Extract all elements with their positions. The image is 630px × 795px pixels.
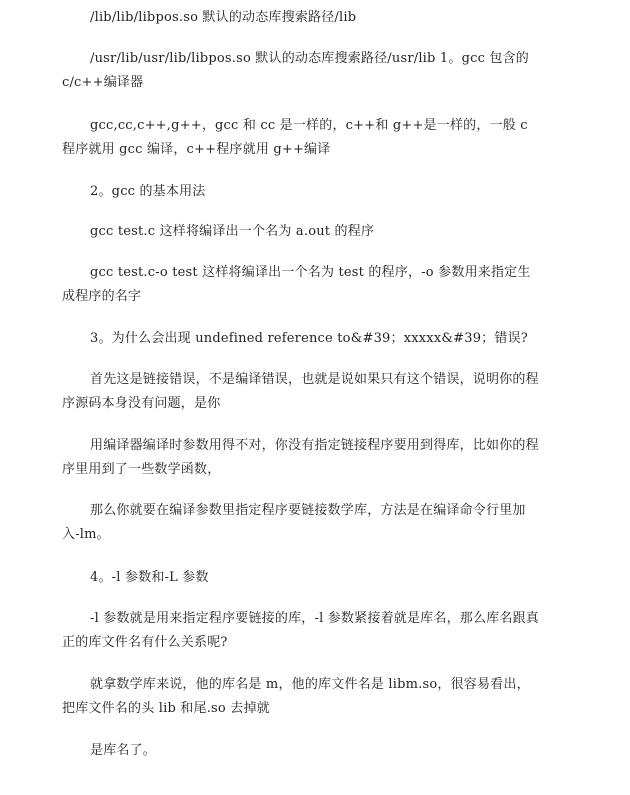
paragraph-link-math-lib: 那么你就要在编译参数里指定程序要链接数学库，方法是在编译命令行里加入-lm。: [62, 503, 526, 542]
paragraph-l-param-explain: -l 参数就是用来指定程序要链接的库，-l 参数紧接着就是库名，那么库名跟真正的库文件名有什么关系呢?: [62, 611, 539, 650]
paragraph-math-lib-name: 就拿数学库来说，他的库名是 m，他的库文件名是 libm.so，很容易看出，把库文件名的头 lib 和尾.so 去掉就: [62, 677, 530, 716]
paragraph-gcc-o-option: gcc test.c-o test 这样将编译出一个名为 test 的程序，-o 参数用来指定生成程序的名字: [62, 265, 531, 304]
paragraph-lib-name-end: 是库名了。: [90, 743, 157, 758]
section-heading-l-params: 4。-l 参数和-L 参数: [90, 570, 209, 585]
section-heading-gcc-usage: 2。gcc 的基本用法: [90, 184, 206, 199]
section-heading-undefined-ref: 3。为什么会出现 undefined reference to&#39；xxxxx&#39；错误?: [90, 331, 528, 346]
paragraph-gcc-cc-compare: gcc,cc,c++,g++，gcc 和 cc 是一样的，c++和 g++是一样的，一般 c 程序就用 gcc 编译，c++程序就用 g++编译: [62, 118, 528, 157]
paragraph-compiler-params: 用编译器编译时参数用得不对，你没有指定链接程序要用到得库，比如你的程序里用到了一些数学函数，: [62, 438, 539, 477]
paragraph-link-error: 首先这是链接错误，不是编译错误，也就是说如果只有这个错误，说明你的程序源码本身没有问题，是你: [62, 372, 539, 411]
paragraph-gcc-test-c: gcc test.c 这样将编译出一个名为 a.out 的程序: [90, 224, 375, 239]
paragraph-usr-lib-path: /usr/lib/usr/lib/libpos.so 默认的动态库搜索路径/usr/lib 1。gcc 包含的 c/c++编译器: [62, 51, 529, 90]
paragraph-lib-path: /lib/lib/libpos.so 默认的动态库搜索路径/lib: [90, 10, 357, 25]
